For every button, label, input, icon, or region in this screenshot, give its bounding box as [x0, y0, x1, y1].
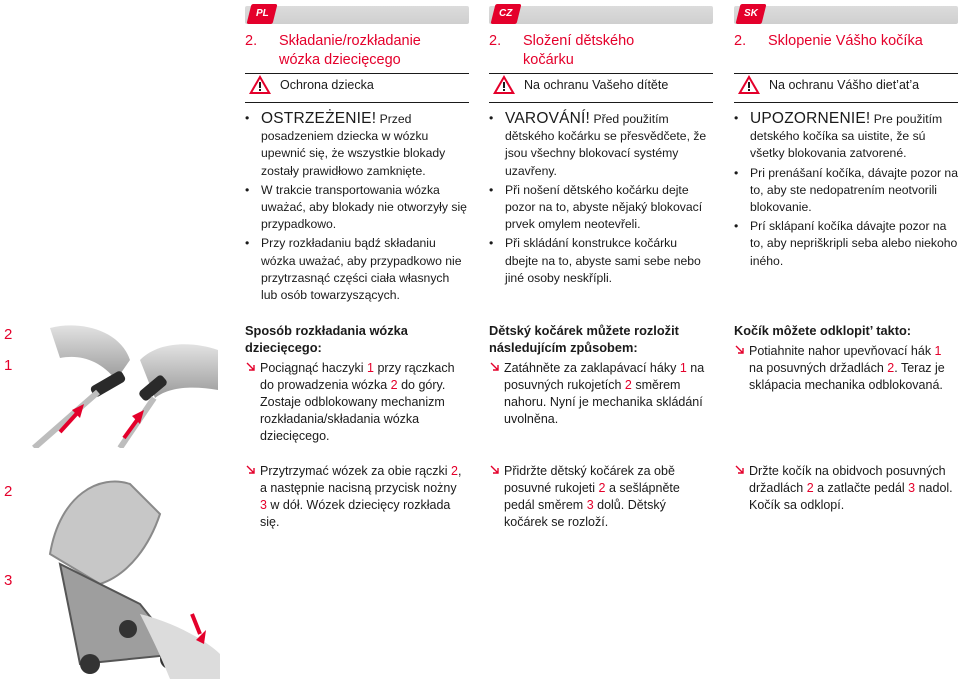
bullet-item: • W trakcie transportowania wózka uważać, aby blokady nie otworzyły się przypadkowo. [245, 182, 467, 234]
divider [489, 102, 713, 103]
warning-bullets [489, 110, 713, 289]
section-title: 2. Składanie/rozkładanie wózka dziecięcego [245, 33, 421, 68]
lang-tag-sk: SK [736, 4, 767, 24]
bullet-item: • Prí sklápaní kočíka dávajte pozor na to, aby nepriškripli seba alebo niekoho iného. [734, 218, 958, 270]
bullet-item: • UPOZORNENIE! Pre použitím detského kočíka sa uistite, že sú všetky blokovania zatvorené. [734, 110, 958, 163]
warning-triangle-icon [492, 74, 516, 95]
divider [734, 102, 958, 103]
bullet-item: • Przy rozkładaniu bądź składaniu wózka uważać, aby przypadkowo nie przytrzasnąć części ciała własnych lub osób towarzyszących. [245, 235, 467, 304]
step-1: Potiahnite nahor upevňovací hák 1 na posuvných držadlách 2. Teraz je sklápacia mechanika odblokovaná. [734, 343, 958, 394]
hollow-arrow-icon [245, 464, 257, 476]
hollow-arrow-icon [489, 464, 501, 476]
bullet-item: • VAROVÁNÍ! Před použitím dětského kočárku se přesvědčete, že jsou všechny blokovací systémy uzavřeny. [489, 110, 713, 180]
bullet-item: • Pri prenášaní kočíka, dávajte pozor na to, aby ste nedopatrením neotvorili blokovanie. [734, 165, 958, 217]
warning-bullets [734, 110, 958, 272]
warning-heading: Na ochranu Vášho diet’at’a [737, 74, 919, 95]
step-1: Pociągnąć haczyki 1 przy rączkach do prowadzenia wózka 2 do góry. Zostaje odblokowany mechanizm rozkładania/składania wózka dziecięcego. [245, 360, 467, 445]
hollow-arrow-icon [245, 361, 257, 373]
step-2: Přidržte dětský kočárek za obě posuvné rukojeti 2 a sešlápněte pedál směrem 3 dolů. Dětský kočárek se rozloží. [489, 463, 699, 531]
bullet-item: • Při nošení dětského kočárku dejte pozor na to, abyste nějaký blokovací prvek omylem neotevřeli. [489, 182, 713, 234]
bullet-item: • OSTRZEŻENIE! Przed posadzeniem dziecka w wózku upewnić się, że wszystkie blokady zostały prawidłowo zamknięte. [245, 110, 467, 180]
column-slovak [734, 6, 958, 51]
bullet-item: • Při skládání konstrukce kočárku dbejte na to, abyste sami sebe nebo jiné osoby neskřípli. [489, 235, 713, 287]
step-2: Držte kočík na obidvoch posuvných držadlách 2 a zatlačte pedál 3 nadol. Kočík sa odklopí. [734, 463, 958, 514]
figure-label-2-mid: 2 [4, 483, 13, 500]
lang-tag-cz: CZ [491, 4, 522, 24]
divider [245, 102, 469, 103]
hollow-arrow-icon [734, 464, 746, 476]
step-2: Przytrzymać wózek za obie rączki 2, a następnie nacisną przycisk nożny 3 w dół. Wózek dziecięcy rozkłada się. [245, 463, 467, 531]
hollow-arrow-icon [734, 344, 746, 356]
column-polish [245, 6, 469, 70]
lang-bar [734, 6, 958, 24]
method-heading: Dětský kočárek můžete rozložit následujícím způsobem: [489, 323, 679, 355]
photo-unfolding-stroller [20, 454, 220, 679]
lang-bar [245, 6, 469, 24]
warning-triangle-icon [737, 74, 761, 95]
method-heading: Kočík môžete odklopit’ takto: [734, 323, 912, 338]
warning-bullets [245, 110, 467, 306]
section-title: 2. Sklopenie Vášho kočíka [734, 33, 923, 49]
figure-label-3: 3 [4, 572, 13, 589]
step-1: Zatáhněte za zaklapávací háky 1 na posuvných rukojetích 2 směrem nahoru. Nyní je mechanika skládání uvolněna. [489, 360, 713, 428]
section-title: 2. Složení dětského kočárku [489, 33, 635, 68]
lang-tag-pl: PL [247, 4, 278, 24]
photo-unlocking-hooks [20, 320, 220, 448]
figure-label-2-top: 2 [4, 326, 13, 343]
lang-bar [489, 6, 713, 24]
column-czech [489, 6, 713, 70]
warning-triangle-icon [248, 74, 272, 95]
figure-label-1: 1 [4, 357, 13, 374]
method-heading: Sposób rozkładania wózka dziecięcego: [245, 323, 408, 355]
warning-heading: Na ochranu Vašeho dítěte [492, 74, 668, 95]
warning-heading: Ochrona dziecka [248, 74, 374, 95]
hollow-arrow-icon [489, 361, 501, 373]
